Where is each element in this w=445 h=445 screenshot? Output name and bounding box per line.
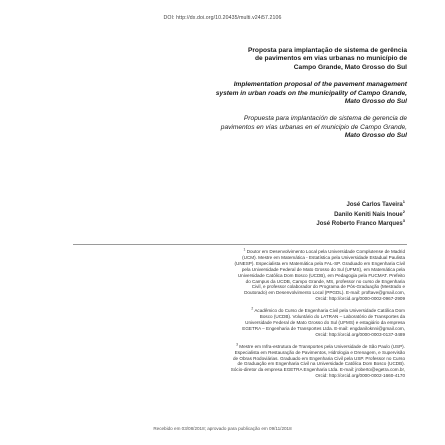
title-en-line: Mato Grosso do Sul (344, 98, 407, 106)
title-es-line: Propuesta para implantación de sistema de gerencia de (243, 115, 407, 123)
doi-line[interactable]: DOI: http://dx.doi.org/10.20435/multi.v24i57.2106 (163, 15, 282, 21)
note-line: Civil, e professor colaborador do Programa de Pós-Graduação (Mestrado e (251, 284, 405, 290)
note-line: pela Universidade Federal de Mato Grosso do Sul (UFMS), em Matemática pela (241, 266, 405, 272)
note-orcid[interactable]: Orcid: http://orcid.org/0000-0002-0967-2909 (315, 296, 405, 302)
author-name (145, 208, 405, 224)
note-line[interactable]: EGETRA – Engenharia de Transportes Ltda. E-mail: engdaniloknni@gmail.com, (242, 325, 405, 331)
title-es-line: Mato Grosso do Sul (344, 132, 407, 140)
author-mark: 3 (402, 218, 405, 224)
note-line: Acadêmico do Curso de Engenharia Civil pela Universidade Católica Dom (254, 308, 405, 314)
title-english (37, 81, 407, 106)
note-line: Bosco (UCDB). Voluntário do LATRAN – Laboratório de Transportes da (259, 314, 405, 320)
note-mark: 1 (243, 247, 246, 252)
note-orcid[interactable]: Orcid: http://orcid.org/0000-0002-1660-4170 (315, 373, 405, 379)
author-name (145, 201, 405, 211)
note-line: (UCM). Mestre em Matemática - Estatística pela Universidade Estadual Paulista (242, 254, 405, 260)
note-line: Especialista em Restauração de Pavimentos, Hidrologia e Drenagem, e Supervisão (234, 349, 405, 355)
note-line: do Campus da UCDB, Campo Grande, MS, professor no curso de Engenharia (245, 278, 405, 284)
author-name-text: Danilo Keniti Nais Inoue (334, 211, 403, 218)
note-orcid[interactable]: Orcid: http://orcid.org/0000-0003-0137-3489 (315, 331, 405, 337)
author-notes (70, 249, 405, 379)
title-spanish (37, 115, 407, 140)
author-note-1 (70, 249, 405, 302)
title-pt-line: de pavimentos em vias urbanas no município de (254, 55, 407, 63)
note-line: Universidade Federal de Mato Grosso do Sul (UFMS) e estagiário da empresa (245, 319, 405, 325)
note-line: Mestre em Infra-estrutura de Transportes pela Universidade de São Paulo (USP). (239, 343, 405, 349)
title-pt-line: Campo Grande, Mato Grosso do Sul (293, 63, 407, 71)
author-name-text: José Carlos Taveira (346, 202, 403, 208)
note-line[interactable]: Sócio-diretor da empresa EGETRA Engenharia Ltda. E-mail: jroberto@egetra.com.br, (230, 367, 405, 373)
title-block (37, 47, 407, 141)
title-es-line: pavimentos en vías urbanas en el municipio de Campo Grande, (220, 123, 407, 131)
author-list (145, 201, 405, 230)
title-en-line: system in urban roads on the municipality of Campo Grande, (215, 89, 407, 97)
note-line: de Graduação em Engenharia Civil na Universidade Católica Dom Bosco (UCDB). (237, 361, 405, 367)
note-line[interactable]: Doutorado) em Desenvolvimento Local (PPGDL). E-mail: proftave@gmail.com, (244, 290, 405, 296)
author-note-3 (70, 344, 405, 379)
title-pt-line: Proposta para implantação de sistema de gerência (247, 47, 407, 54)
title-en-line: Implementation proposal of the pavement management (233, 81, 407, 89)
note-mark: 3 (236, 342, 238, 347)
note-line: Doutor em Desenvolvimento Local pela Universidade Complutense de Madrid (246, 249, 405, 254)
footnote-divider (73, 244, 407, 245)
received-date-line: Recebido em 03/08/2018; aprovado para publicação em 09/11/2018 (153, 426, 292, 431)
author-note-2 (70, 308, 405, 338)
note-line: Universidade Católica Dom Bosco (UCDB), em Pedagogia pela FUCMAT. Prefeito (237, 272, 405, 278)
author-mark: 2 (402, 208, 405, 214)
note-line: de Obras Rodoviárias. Graduado em Engenharia Civil pela USP. Professor no Curso (232, 355, 405, 361)
note-line: (UNESP). Especialista em Matemática pela FAL-SP. Graduado em Engenharia Civil (234, 260, 405, 266)
note-mark: 2 (251, 306, 254, 311)
author-name-text: José Roberto Franco Marques (316, 221, 403, 228)
author-name (145, 220, 405, 230)
author-mark: 1 (402, 199, 405, 204)
title-portuguese (37, 47, 407, 72)
